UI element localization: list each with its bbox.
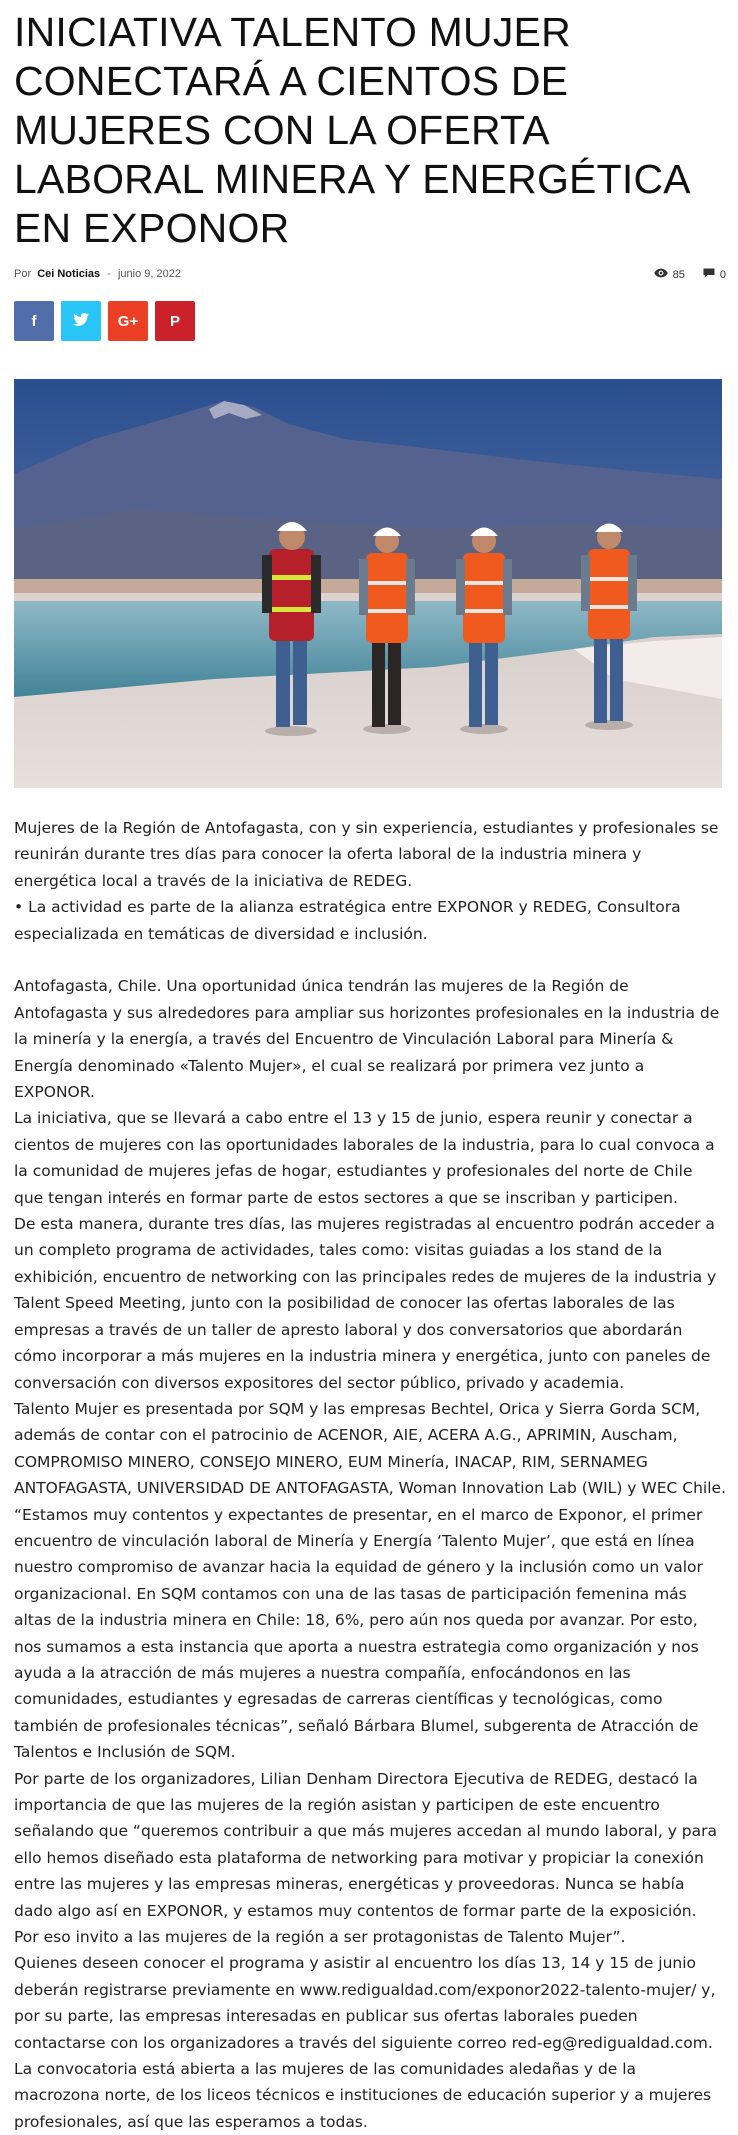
facebook-share-button[interactable] (14, 301, 54, 341)
article-title: INICIATIVA TALENTO MUJER CONECTARÁ A CIENTOS DE MUJERES CON LA OFERTA LABORAL MINERA Y ENERGÉTICA EN EXPONOR (14, 9, 689, 251)
twitter-icon (73, 313, 89, 330)
facebook-icon: f (31, 312, 37, 330)
article-paragraph: Quienes deseen conocer el programa y asistir al encuentro los días 13, 14 y 15 de junio deberán registrarse previamente en www.redigualdad.com/exponor2022-talento-mujer/ y, por su parte, las empresas interesadas en publicar sus ofertas laborales pueden contactarse con los organizadores a través del siguiente correo red-eg@redigualdad.com. La convocatoria está abierta a las mujeres de las comunidades aledañas y de la macrozona norte, de los liceos técnicos e instituciones de educación superior y a mujeres profesionales, así que las esperamos a todas. (14, 1954, 716, 2131)
twitter-share-button[interactable] (61, 301, 101, 341)
meta-separator: - (107, 268, 111, 280)
views-count: 85 (672, 268, 685, 281)
article-paragraph: Mujeres de la Región de Antofagasta, con y sin experiencia, estudiantes y profesionales se reunirán durante tres días para conocer la oferta laboral de la industria minera y energética local a través de la iniciativa de REDEG. (14, 819, 719, 890)
pinterest-share-button[interactable] (155, 301, 195, 341)
publish-date: junio 9, 2022 (117, 268, 181, 280)
share-bar (14, 301, 202, 341)
article-image (14, 379, 722, 788)
views-counter (654, 268, 685, 281)
googleplus-icon: G+ (117, 312, 139, 330)
author-prefix: Por (14, 268, 32, 280)
comments-counter[interactable] (703, 268, 726, 281)
article-paragraph: Antofagasta, Chile. Una oportunidad única tendrán las mujeres de la Región de Antofagasta y sus alrededores para ampliar sus horizontes profesionales en la industria de la minería y la energía, a través del Encuentro de Vinculación Laboral para Minería & Energía denominado «Talento Mujer», el cual se realizará por primera vez junto a EXPONOR. (14, 977, 720, 1102)
article-paragraph: Talento Mujer es presentada por SQM y las empresas Bechtel, Orica y Sierra Gorda SCM, además de contar con el patrocinio de ACENOR, AIE, ACERA A.G., APRIMIN, Auscham, COMPROMISO MINERO, CONSEJO MINERO, EUM Minería, INACAP, RIM, SERNAMEG ANTOFAGASTA, UNIVERSIDAD DE ANTOFAGASTA, Woman Innovation Lab (WIL) y WEC Chile. (14, 1399, 726, 1498)
eye-icon (654, 268, 668, 281)
article-body (14, 815, 726, 2135)
author-link[interactable]: Cei Noticias (37, 268, 101, 280)
comments-count: 0 (719, 268, 726, 281)
comment-icon (703, 268, 715, 281)
article-paragraph: La iniciativa, que se llevará a cabo entre el 13 y 15 de junio, espera reunir y conectar a cientos de mujeres con las oportunidades laborales de la industria, para lo cual convoca a la comunidad de mujeres jefas de hogar, estudiantes y profesionales del norte de Chile que tengan interés en formar parte de estos sectores a que se inscriban y participen. (14, 1109, 715, 1207)
article-paragraph: • La actividad es parte de la alianza estratégica entre EXPONOR y REDEG, Consultora especializada en temáticas de diversidad e inclusión. (14, 898, 681, 943)
pinterest-icon: P (169, 312, 180, 330)
paragraph-spacer (14, 947, 726, 973)
article-paragraph: De esta manera, durante tres días, las mujeres registradas al encuentro podrán acceder a un completo programa de actividades, tales como: visitas guiadas a los stand de la exhibición, encuentro de networking con las principales redes de mujeres de la industria y Talent Speed Meeting, junto con la posibilidad de conocer las ofertas laborales de las empresas a través de un taller de apresto laboral y dos conversatorios que abordarán cómo incorporar a más mujeres en la industria minera y energética, junto con paneles de conversación con diversos expositores del sector público, privado y academia. (14, 1215, 717, 1392)
article-paragraph: “Estamos muy contentos y expectantes de presentar, en el marco de Exponor, el primer encuentro de vinculación laboral de Minería y Energía ‘Talento Mujer’, que está en línea nuestro compromiso de avanzar hacia la equidad de género y la inclusión como un valor organizacional. En SQM contamos con una de las tasas de participación femenina más altas de la industria minera en Chile: 18, 6%, pero aún nos queda por avanzar. Por esto, nos sumamos a esta instancia que aporta a nuestra estrategia como organización y nos ayuda a la atracción de más mujeres a nuestra compañía, enfocándonos en las comunidades, estudiantes y egresadas de carreras científicas y tecnológicas, como también de profesionales técnicas”, señaló Bárbara Blumel, subgerenta de Atracción de Talentos e Inclusión de SQM. (14, 1505, 703, 1762)
article-paragraph: Por parte de los organizadores, Lilian Denham Directora Ejecutiva de REDEG, destacó la importancia de que las mujeres de la región asistan y participen de este encuentro señalando que “queremos contribuir a que más mujeres accedan al mundo laboral, y para ello hemos diseñado esta plataforma de networking para motivar y propiciar la conexión entre las mujeres y las empresas mineras, energéticas y proveedoras. Nunca se había dado algo así en EXPONOR, y estamos muy contentos de formar parte de la exposición. Por eso invito a las mujeres de la región a ser protagonistas de Talento Mujer”. (14, 1769, 718, 1947)
article-meta (14, 268, 726, 286)
article-stats (636, 268, 726, 281)
googleplus-share-button[interactable] (108, 301, 148, 341)
